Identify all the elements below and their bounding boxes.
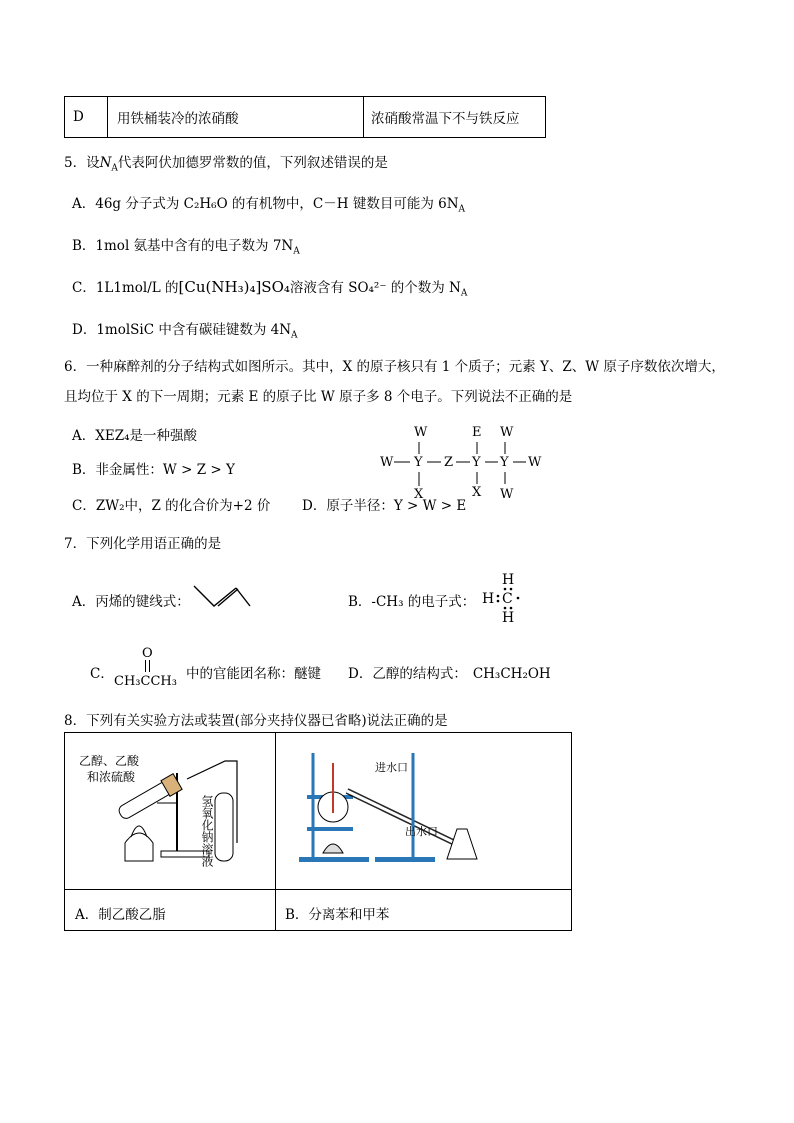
atom-w-bottom: W	[500, 487, 514, 502]
reagent-label-2: 和浓硫酸	[87, 770, 136, 784]
methyl-electron-formula	[478, 570, 528, 624]
h-left: H	[482, 591, 495, 607]
water-inlet-label: 进水口	[375, 761, 408, 774]
q6-stem-line2: 且均位于 X 的下一周期；元素 E 的原子比 W 原子多 8 个电子。下列说法不正确的是	[64, 389, 573, 405]
q6-option-d: D．原子半径：Y > W > E	[302, 498, 467, 514]
atom-y-1: Y	[414, 455, 423, 470]
q5-stem: 5．设$N_A$代表阿伏加德罗常数的值，下列叙述错误的是	[64, 155, 388, 174]
q7-option-a: A．丙烯的键线式：	[72, 594, 190, 610]
esterification-apparatus	[65, 733, 275, 889]
water-outlet-label: 出水口	[405, 825, 438, 838]
naoh-label: 氢氧化钠溶液	[200, 795, 214, 867]
row-option: D	[73, 109, 84, 125]
q6-stem-line1: 6．一种麻醉剂的分子结构式如图所示。其中，X 的原子核只有 1 个质子；元素 Y、Z、W 原子序数依次增大，	[64, 359, 725, 375]
atom-w-top2: W	[500, 425, 514, 440]
q7-option-c-text: 中的官能团名称：醚键	[186, 666, 321, 682]
atom-y-3: Y	[500, 455, 509, 470]
q7-stem: 7．下列化学用语正确的是	[64, 536, 222, 552]
atom-x-2: X	[472, 485, 482, 500]
q8-caption-b: B．分离苯和甲苯	[285, 907, 390, 923]
row-explanation: 浓硝酸常温下不与铁反应	[371, 111, 520, 127]
h-top: H	[502, 572, 515, 588]
atom-x-1: X	[414, 487, 424, 502]
atom-z: Z	[444, 455, 454, 470]
q5-option-b: B．1mol 氨基中含有的电子数为 $7N_A$	[72, 238, 300, 257]
reagent-label-1: 乙醇、乙酸	[79, 754, 140, 768]
q5-option-c: C．1L1mol/L 的[Cu(NH₃)₄]SO₄溶液含有 SO₄²⁻ 的个数为 $N_A$	[72, 278, 468, 299]
q8-caption-a: A．制乙酸乙脂	[75, 907, 166, 923]
atom-w-top1: W	[414, 425, 428, 440]
q6-option-c: C．ZW₂中，Z 的化合价为+2 价	[72, 498, 271, 514]
atom-y-2: Y	[472, 455, 481, 470]
c-atom: C	[502, 591, 513, 607]
q5-option-a: A．46g 分子式为 C₂H₆O 的有机物中，C－H 键数目可能为 $6N_A$	[72, 196, 466, 215]
atom-w-right: W	[528, 455, 542, 470]
q7-option-c-formula: CH₃CCH₃	[114, 674, 177, 689]
molecular-structure-diagram	[370, 420, 550, 506]
atom-w-left: W	[380, 455, 394, 470]
q7-option-c-oxygen: O	[142, 646, 153, 661]
h-bottom: H	[502, 610, 515, 624]
q8-figure-table	[64, 732, 572, 931]
propene-skeletal-formula	[192, 582, 252, 610]
answer-table-row-d	[64, 96, 546, 138]
q7-option-b: B．-CH₃ 的电子式：	[348, 594, 476, 610]
q7-option-d: D．乙醇的结构式： CH₃CH₂OH	[348, 666, 551, 682]
distillation-apparatus	[277, 733, 571, 889]
q6-option-a: A．XEZ₄是一种强酸	[72, 428, 198, 444]
row-operation: 用铁桶装冷的浓硝酸	[117, 111, 239, 127]
q7-option-c-label: C．	[90, 666, 114, 682]
q5-option-d: D．1molSiC 中含有碳硅键数为 $4N_A$	[72, 322, 298, 341]
atom-e-top: E	[472, 425, 482, 440]
q6-option-b: B．非金属性：W > Z > Y	[72, 462, 235, 478]
q8-stem: 8．下列有关实验方法或装置(部分夹持仪器已省略)说法正确的是	[64, 713, 448, 729]
